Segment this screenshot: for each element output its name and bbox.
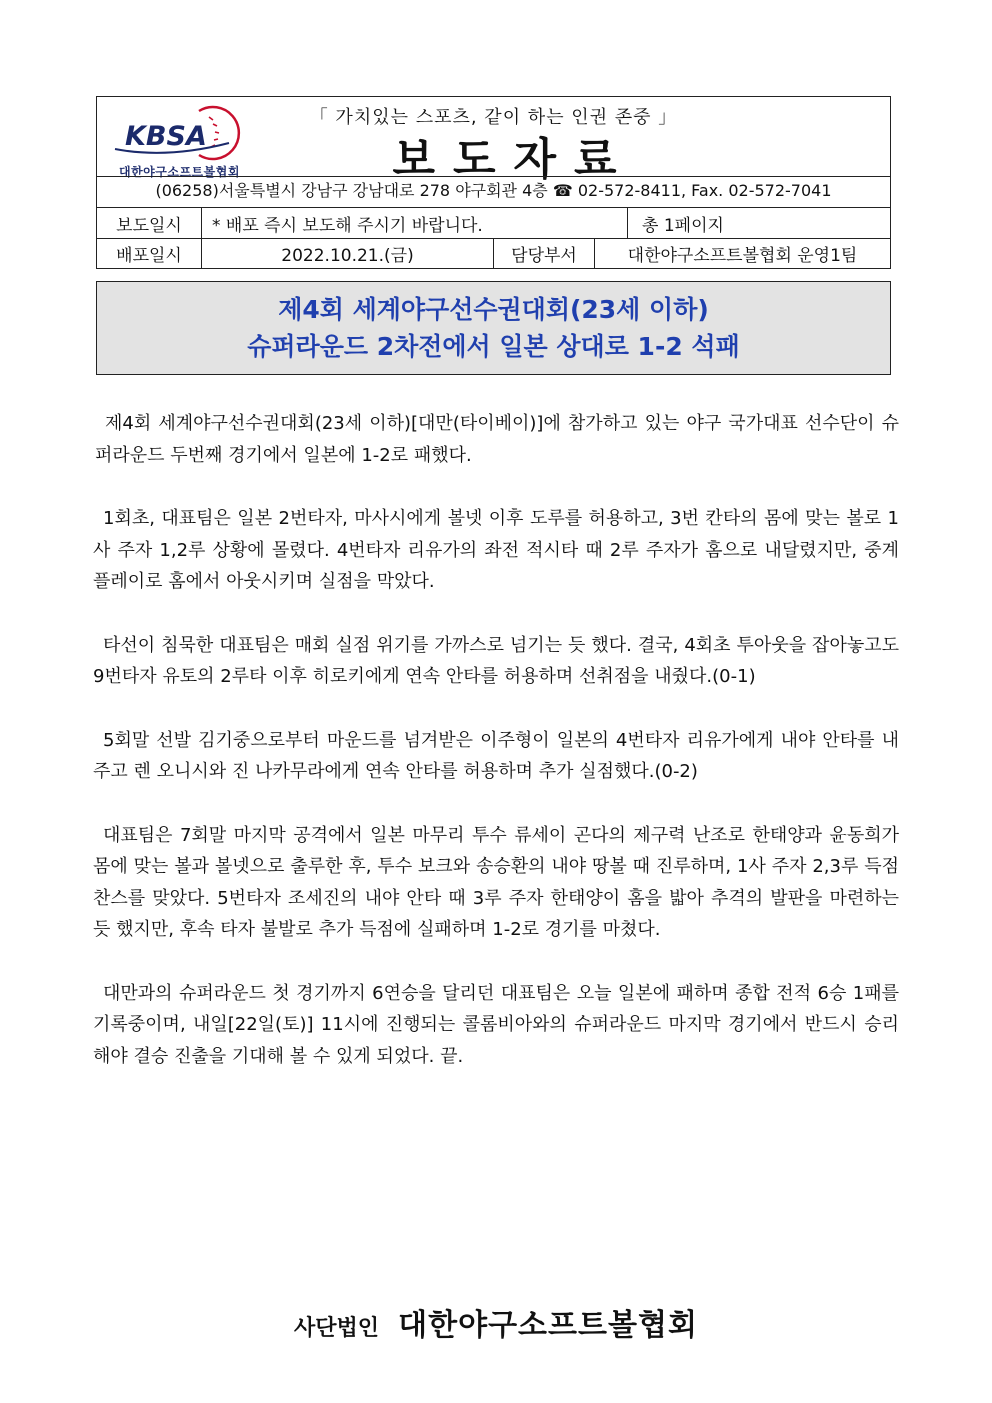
footer-org: 대한야구소프트볼협회 [398,1308,698,1343]
distribute-date: 2022.10.21.(금) [201,239,493,268]
logo-text: KBSA [125,121,207,152]
address-row [97,176,890,207]
headline-line-2: 슈퍼라운드 2차전에서 일본 상대로 1-2 석패 [247,332,740,361]
distribute-label: 배포일시 [116,246,182,266]
headline-line-1: 제4회 세계야구선수권대회(23세 이하) [278,295,709,324]
release-label: 보도일시 [116,215,182,236]
paragraph-6: 대만과의 슈퍼라운드 첫 경기까지 6연승을 달리던 대표팀은 오늘 일본에 패하며 종합 전적 6승 1패를 기록중이며, 내일[22일(토)] 11시에 진행되는 콜롬비아와의 슈퍼라운드 마지막 경기에서 반드시 승리해야 결승 진출을 기대해 볼 수 있게 되었다. 끝. [93,982,899,1067]
press-release-header-table [96,96,891,269]
paragraph-5: 대표팀은 7회말 마지막 공격에서 일본 마무리 투수 류세이 곤다의 제구력 난조로 한태양과 윤동희가 몸에 맞는 볼과 볼넷으로 출루한 후, 투수 보크와 송승환의 내야 땅볼 때 진루하며, 1사 주자 2,3루 득점 찬스를 맞았다. 5번타자 조세진의 내야 안타 때 3루 주자 한태양이 홈을 밟아 추격의 발판을 마련하는 듯 했지만, 후속 타자 불발로 추가 득점에 실패하며 1-2로 경기를 마쳤다. [93,824,899,940]
paragraph-4: 5회말 선발 김기중으로부터 마운드를 넘겨받은 이주형이 일본의 4번타자 리유가에게 내야 안타를 내주고 렌 오니시와 진 나카무라에게 연속 안타를 허용하며 추가 실점했다.(0-2) [93,729,899,782]
release-row [97,207,890,238]
paragraph-2: 1회초, 대표팀은 일본 2번타자, 마사시에게 볼넷 이후 도루를 허용하고, 3번 칸타의 몸에 맞는 볼로 1사 주자 1,2루 상황에 몰렸다. 4번타자 리유가의 좌전 적시타 때 2루 주자가 홈으로 내달렸지만, 중계 플레이로 홈에서 아웃시키며 실점을 막았다. [93,508,899,592]
slogan: 「 가치있는 스포츠, 같이 하는 인권 존중 」 [309,107,678,128]
logo-org-name: 대한야구소프트볼협회 [119,165,240,179]
distribution-row [97,238,890,268]
headline-box [96,281,891,375]
address-text: (06258)서울특별시 강남구 강남대로 278 야구회관 4층 ☎ 02-572-8411, Fax. 02-572-7041 [155,181,832,200]
footer-signature [0,1300,992,1344]
article-body [93,408,899,1104]
document-title: 보도자료 [392,134,635,185]
page-count: 총 1페이지 [627,208,890,238]
dept-label: 담당부서 [493,239,594,268]
release-value: * 배포 즉시 보도해 주시기 바랍니다. [201,208,627,238]
dept-value: 대한야구소프트볼협회 운영1팀 [594,239,890,268]
paragraph-3: 타선이 침묵한 대표팀은 매회 실점 위기를 가까스로 넘기는 듯 했다. 결국, 4회초 투아웃을 잡아놓고도 9번타자 유토의 2루타 이후 히로키에게 연속 안타를 허용하며 선취점을 내줬다.(0-1) [93,634,899,687]
footer-prefix: 사단법인 [294,1316,380,1341]
paragraph-1: 제4회 세계야구선수권대회(23세 이하)[대만(타이베이)]에 참가하고 있는 야구 국가대표 선수단이 슈퍼라운드 두번째 경기에서 일본에 1-2로 패했다. [95,413,899,466]
